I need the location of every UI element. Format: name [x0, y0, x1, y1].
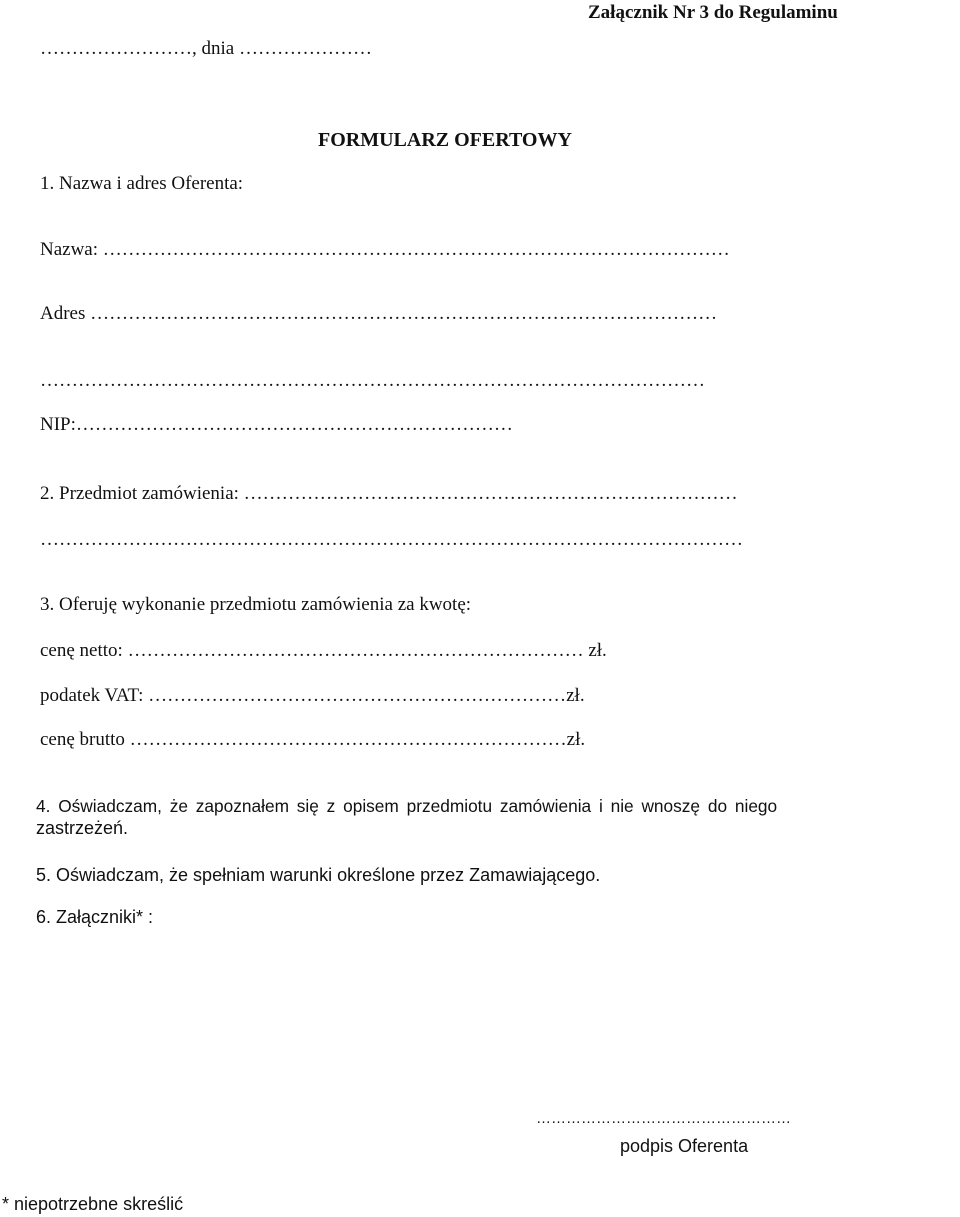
- address-field-line: Adres ………………………………………………………………………………………: [40, 303, 718, 324]
- signature-label: podpis Oferenta: [620, 1136, 749, 1156]
- section3-heading: 3. Oferuję wykonanie przedmiotu zamówienia za kwotę:: [40, 594, 472, 615]
- net-price-line: cenę netto: ……………………………………………………………… zł.: [40, 640, 607, 661]
- form-title: FORMULARZ OFERTOWY: [318, 129, 572, 151]
- section5-statement: 5. Oświadczam, że spełniam warunki określone przez Zamawiającego.: [36, 865, 601, 885]
- place-date-line: ……………………, dnia …………………: [40, 38, 372, 59]
- gross-price-line: cenę brutto ……………………………………………………………zł.: [40, 729, 586, 750]
- footnote: * niepotrzebne skreślić: [2, 1194, 184, 1214]
- name-field-line: Nazwa: ………………………………………………………………………………………: [40, 239, 730, 260]
- section1-heading: 1. Nazwa i adres Oferenta:: [40, 173, 244, 194]
- section4-line2: zastrzeżeń.: [36, 818, 129, 838]
- signature-dots: ……………………………………………: [536, 1110, 791, 1127]
- attachment-label: Załącznik Nr 3 do Regulaminu: [588, 2, 838, 23]
- section4-line1: 4. Oświadczam, że zapoznałem się z opisem przedmiotu zamówienia i nie wnoszę do niego: [36, 796, 778, 816]
- section6-attachments: 6. Załączniki* :: [36, 907, 154, 927]
- subject-field-line: 2. Przedmiot zamówienia: ……………………………………………………………………: [40, 483, 738, 504]
- address-field-line-2: ……………………………………………………………………………………………: [40, 370, 705, 391]
- nip-field-line: NIP:……………………………………………………………: [40, 414, 513, 435]
- vat-line: podatek VAT: …………………………………………………………zł.: [40, 685, 585, 706]
- subject-field-line-2: …………………………………………………………………………………………………: [40, 529, 743, 550]
